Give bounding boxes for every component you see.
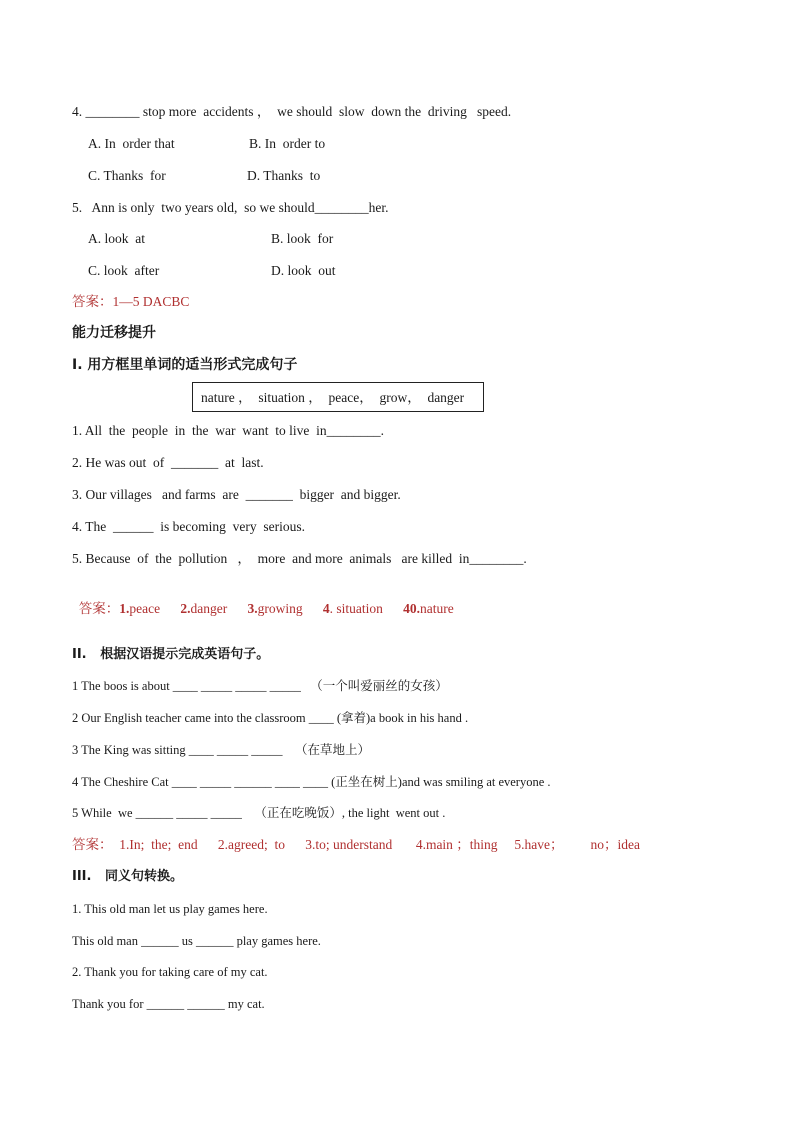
part-2-sentence: 4 The Cheshire Cat ____ _____ ______ ____ ____ (正坐在树上)and was smiling at everyone . — [72, 775, 551, 789]
answer-text: danger — [190, 601, 228, 616]
part-2-sentence: 5 While we ______ _____ _____ （正在吃晚饭）, the light went out . — [72, 806, 446, 820]
answer-text: peace — [129, 601, 161, 616]
option-4b: B. In order to — [249, 136, 326, 151]
answer-num: 1. — [119, 601, 130, 616]
part-1-sentence: 2. He was out of _______ at last. — [72, 455, 264, 470]
answer-prefix: 答案： — [78, 601, 120, 616]
part-1-sentence: 1. All the people in the war want to live in________. — [72, 423, 384, 438]
option-5a: A. look at — [88, 231, 145, 246]
answer-num: 2. — [180, 601, 191, 616]
section-title: 能力迁移提升 — [72, 325, 156, 341]
answer-num: 3. — [247, 601, 258, 616]
answer-text: growing — [257, 601, 303, 616]
part-1-sentence: 5. Because of the pollution ， more and more animals are killed in________. — [72, 551, 527, 566]
option-5b: B. look for — [271, 231, 334, 246]
answer-part-2: 答案： 1.In; the; end 2.agreed; to 3.to; understand 4.main ；thing 5.have； no；idea — [72, 837, 641, 852]
part-1-sentence: 3. Our villages and farms are _______ bigger and bigger. — [72, 487, 401, 502]
question-5: 5. Ann is only two years old, so we should________her. — [72, 200, 389, 215]
part-2-sentence: 3 The King was sitting ____ _____ _____ （在草地上） — [72, 743, 371, 757]
option-4c: C. Thanks for — [88, 168, 166, 183]
option-4a: A. In order that — [88, 136, 175, 151]
part-2-sentence: 2 Our English teacher came into the classroom ____ (拿着)a book in his hand . — [72, 711, 469, 725]
part-2-title: II. 根据汉语提示完成英语句子。 — [72, 647, 270, 662]
word-box-text: nature ， situation ， peace， grow， danger — [201, 390, 465, 405]
answer-text: nature — [419, 601, 454, 616]
option-4d: D. Thanks to — [247, 168, 321, 183]
answer-text: . situation — [329, 601, 383, 616]
part-1-title: I. 用方框里单词的适当形式完成句子 — [72, 357, 298, 373]
part-2-sentence: 1 The boos is about ____ _____ _____ _____ （一个叫爱丽丝的女孩） — [72, 679, 448, 693]
option-5d: D. look out — [271, 263, 336, 278]
question-4: 4. ________ stop more accidents ， we should slow down the driving speed. — [72, 104, 512, 119]
word-box — [192, 382, 484, 412]
part-3-line: 1. This old man let us play games here. — [72, 902, 268, 916]
part-3-title: III. 同义句转换。 — [72, 869, 184, 884]
answer-num: 4 — [322, 601, 330, 616]
part-3-line: This old man ______ us ______ play games here. — [72, 934, 321, 948]
answer-num: 40. — [403, 601, 420, 616]
part-3-line: Thank you for ______ ______ my cat. — [72, 997, 265, 1011]
part-1-sentence: 4. The ______ is becoming very serious. — [72, 519, 305, 534]
part-3-line: 2. Thank you for taking care of my cat. — [72, 965, 268, 979]
option-5c: C. look after — [88, 263, 160, 278]
answer-part-a: 答案：1—5 DACBC — [72, 294, 190, 309]
answer-part-1 — [72, 582, 454, 618]
